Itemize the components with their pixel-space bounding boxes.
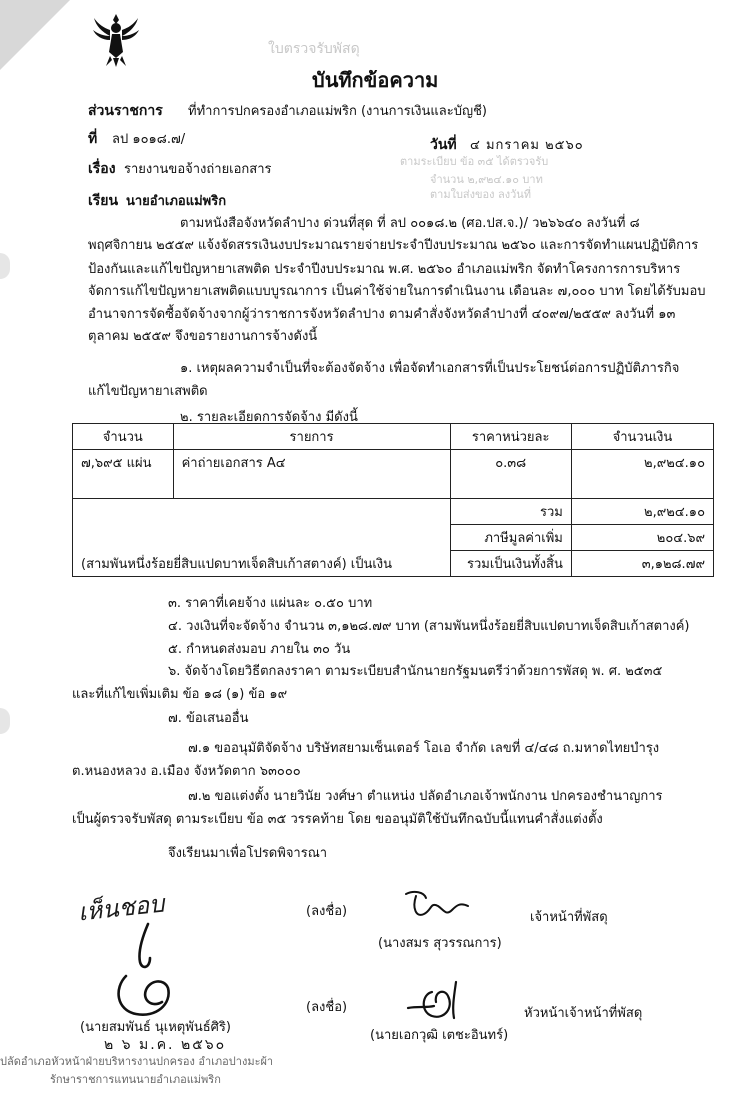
memo-title: บันทึกข้อความ <box>312 68 439 92</box>
bleed-text: ตามระเบียบ ข้อ ๓๕ ได้ตรวจรับ <box>400 155 549 168</box>
name-officer: (นางสมร สุวรรณการ) <box>378 936 502 951</box>
bleed-text: ใบตรวจรับพัสดุ <box>268 41 360 57</box>
role-officer: เจ้าหน้าที่พัสดุ <box>530 910 608 925</box>
column-header: จำนวนเงิน <box>571 424 713 450</box>
grand-total-label: รวมเป็นเงินทั้งสิ้น <box>450 551 571 577</box>
grand-total-value: ๓,๑๒๘.๗๙ <box>571 551 713 577</box>
signature-officer <box>400 888 480 924</box>
unit-price-cell: ๐.๓๘ <box>450 450 571 499</box>
intro-line: จัดการแก้ไขปัญหายาเสพติดแบบบูรณาการ เป็นค่าใช้จ่ายในการดำเนินงาน เดือนละ ๗,๐๐๐ บาท โดยได้รับมอบ <box>88 284 706 299</box>
bleed-text: ตามใบส่งของ ลงวันที่ <box>430 188 532 201</box>
date-label: วันที่ <box>430 137 457 153</box>
total-value: ๒,๙๒๔.๑๐ <box>571 499 713 525</box>
addressee-value: นายอำเภอแม่พริก <box>126 194 227 209</box>
approver-name: (นายสมพันธ์ นุเหตุพันธ์ศิริ) <box>80 1020 231 1035</box>
item-4: ๔. วงเงินที่จะจัดจ้าง จำนวน ๓,๑๒๘.๗๙ บาท (สามพันหนึ่งร้อยยี่สิบแปดบาทเจ็ดสิบเก้าสตางค์) <box>168 619 690 634</box>
department-value: ที่ทำการปกครองอำเภอแม่พริก (งานการเงินและบัญชี) <box>188 104 487 119</box>
department-label: ส่วนราชการ <box>88 103 163 119</box>
quantity-cell: ๗,๖๙๕ แผ่น <box>73 450 174 499</box>
procurement-table <box>72 423 714 577</box>
vat-label: ภาษีมูลค่าเพิ่ม <box>450 525 571 551</box>
bleed-text: จำนวน ๒,๙๒๔.๑๐ บาท <box>430 173 543 186</box>
sign-label-2: (ลงชื่อ) <box>306 1000 348 1015</box>
reference-value: ลป ๑๐๑๘.๗/ <box>112 132 186 147</box>
date-value: ๔ มกราคม ๒๕๖๐ <box>470 138 584 153</box>
subject-label: เรื่อง <box>88 161 116 177</box>
intro-line: อำนาจการจัดซื้อจัดจ้างจากผู้ว่าราชการจังหวัดลำปาง ตามคำสั่งจังหวัดลำปางที่ ๔๐๙๗/๒๕๕๙ ลงวันที่ ๑๓ <box>88 307 676 322</box>
item-7-1: ๗.๑ ขออนุมัติจัดจ้าง บริษัทสยามเซ็นเตอร์ โอเอ จำกัด เลขที่ ๔/๔๘ ถ.มหาดไทยบำรุง <box>188 741 660 756</box>
column-header: รายการ <box>173 424 450 450</box>
handwritten-approval: เห็นชอบ <box>76 889 166 927</box>
vat-value: ๒๐๔.๖๙ <box>571 525 713 551</box>
item-7: ๗. ข้อเสนออื่น <box>168 711 249 726</box>
column-header: จำนวน <box>73 424 174 450</box>
item-cell: ค่าถ่ายเอกสาร A๔ <box>173 450 450 499</box>
punch-hole-bottom <box>0 708 10 734</box>
amount-in-words: (สามพันหนึ่งร้อยยี่สิบแปดบาทเจ็ดสิบเก้าสตางค์) เป็นเงิน <box>73 499 451 577</box>
garuda-emblem-icon <box>92 12 140 68</box>
intro-line: พฤศจิกายน ๒๕๕๙ แจ้งจัดสรรเงินงบประมาณรายจ่ายประจำปีงบประมาณ ๒๕๖๐ และการจัดทำแผนปฏิบัติการ <box>88 238 699 253</box>
role-head-officer: หัวหน้าเจ้าหน้าที่พัสดุ <box>524 1006 643 1021</box>
table-header-row <box>73 424 714 450</box>
approver-position: ปลัดอำเภอหัวหน้าฝ่ายบริหารงานปกครอง อำเภอปางมะผ้า <box>0 1055 274 1068</box>
punch-hole-top <box>0 253 10 279</box>
intro-line: ตุลาคม ๒๕๕๙ จึงขอรายงานการจ้างดังนี้ <box>88 329 318 344</box>
amount-cell: ๒,๙๒๔.๑๐ <box>571 450 713 499</box>
reference-label: ที่ <box>88 131 98 147</box>
item-6: ๖. จัดจ้างโดยวิธีตกลงราคา ตามระเบียบสำนักนายกรัฐมนตรีว่าด้วยการพัสดุ พ. ศ. ๒๕๓๕ <box>168 664 663 679</box>
addressee-label: เรียน <box>88 193 119 209</box>
item-1-line: แก้ไขปัญหายาเสพติด <box>88 384 208 399</box>
item-5: ๕. กำหนดส่งมอบ ภายใน ๓๐ วัน <box>168 642 351 657</box>
approval-date: ๒ ๖ ม.ค. ๒๕๖๐ <box>104 1037 227 1053</box>
name-head-officer: (นายเอกวุฒิ เตชะอินทร์) <box>370 1028 509 1043</box>
sign-label-1: (ลงชื่อ) <box>306 904 348 919</box>
item-7-2-cont: เป็นผู้ตรวจรับพัสดุ ตามระเบียบ ข้อ ๓๕ วรรคท้าย โดย ขออนุมัติใช้บันทึกฉบับนี้แทนคำสั่งแต่งตั้ง <box>72 812 603 827</box>
intro-line: ป้องกันและแก้ไขปัญหายาเสพติด ประจำปีงบประมาณ พ.ศ. ๒๕๖๐ อำเภอแม่พริก จัดทำโครงการการบริหาร <box>88 262 681 277</box>
item-7-2: ๗.๒ ขอแต่งตั้ง นายวินัย วงศ์ษา ตำแหน่ง ปลัดอำเภอเจ้าพนักงาน ปกครองชำนาญการ <box>188 789 663 804</box>
total-row <box>73 499 714 525</box>
intro-line: ตามหนังสือจังหวัดลำปาง ด่วนที่สุด ที่ ลป ๐๐๑๘.๒ (ศอ.ปส.จ.)/ ว๒๖๖๔๐ ลงวันที่ ๘ <box>180 216 640 231</box>
approver-acting: รักษาราชการแทนนายอำเภอแม่พริก <box>50 1073 221 1086</box>
item-6-cont: และที่แก้ไขเพิ่มเติม ข้อ ๑๘ (๑) ข้อ ๑๙ <box>72 687 288 702</box>
item-1-line: ๑. เหตุผลความจำเป็นที่จะต้องจัดจ้าง เพื่อจัดทำเอกสารที่เป็นประโยชน์ต่อการปฏิบัติภารกิจ <box>180 361 680 376</box>
closing-text: จึงเรียนมาเพื่อโปรดพิจารณา <box>168 846 328 861</box>
signature-approver <box>86 918 206 1028</box>
total-label: รวม <box>450 499 571 525</box>
item-2-heading: ๒. รายละเอียดการจัดจ้าง มีดังนี้ <box>180 410 358 425</box>
folded-corner <box>0 0 70 70</box>
column-header: ราคาหน่วยละ <box>450 424 571 450</box>
signature-head-officer <box>404 978 484 1028</box>
item-3: ๓. ราคาที่เคยจ้าง แผ่นละ ๐.๕๐ บาท <box>168 596 373 611</box>
table-row <box>73 450 714 499</box>
subject-value: รายงานขอจ้างถ่ายเอกสาร <box>124 162 272 177</box>
item-7-1-cont: ต.หนองหลวง อ.เมือง จังหวัดตาก ๖๓๐๐๐ <box>72 764 301 779</box>
